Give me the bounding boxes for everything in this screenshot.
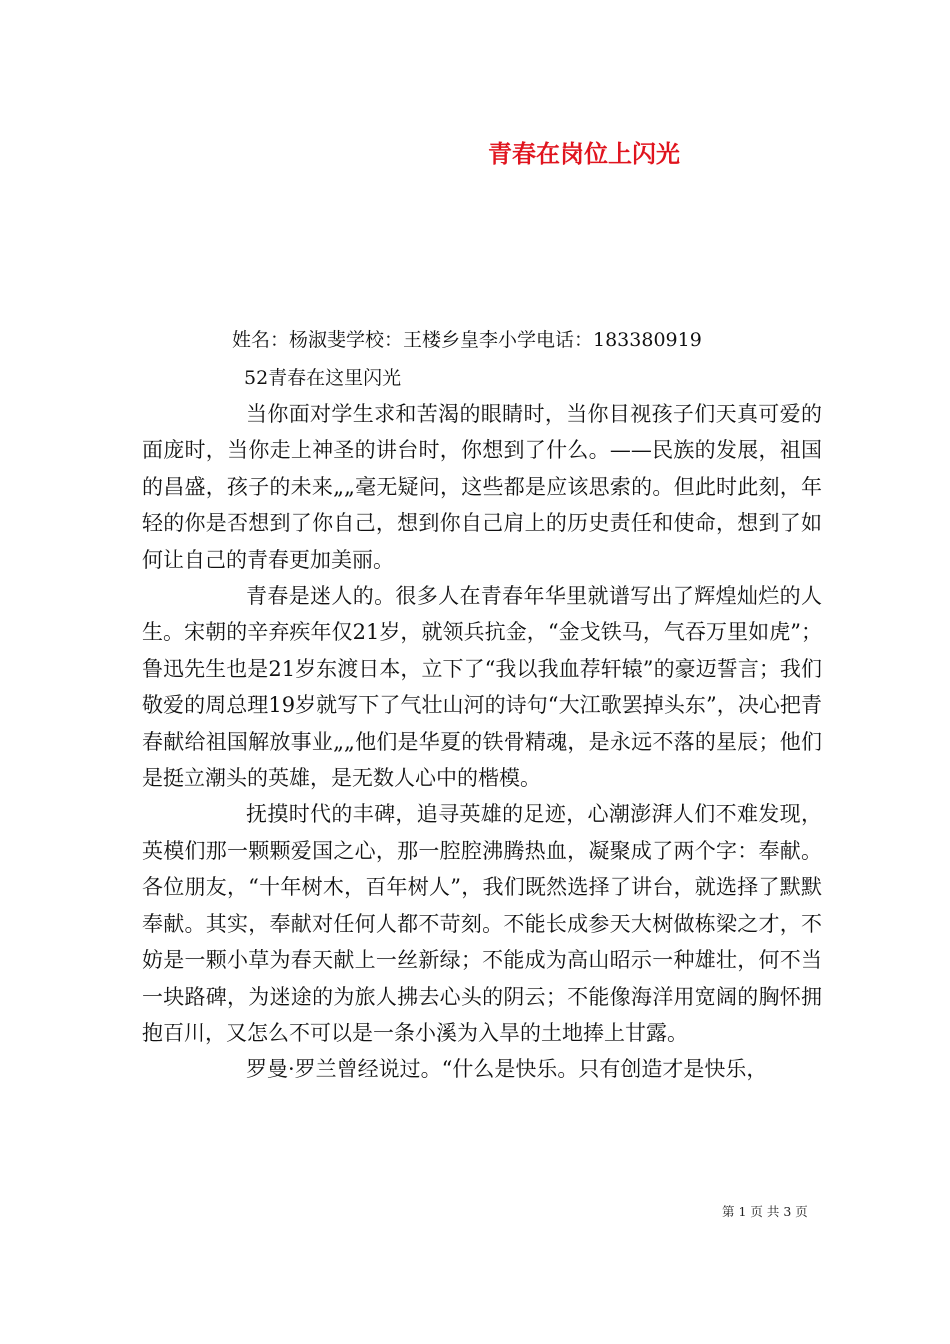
paragraph-2: 青春是迷人的。很多人在青春年华里就谱写出了辉煌灿烂的人生。宋朝的辛弃疾年仅21岁，就领兵抗金，“金戈铁马，气吞万里如虎”；鲁迅先生也是21岁东渡日本，立下了“我以我血荐轩辕”的豪迈誓言；我们敬爱的周总理19岁就写下了气壮山河的诗句“大江歌罢掉头东”，决心把青春献给祖国解放事业„„他们是华夏的铁骨精魂，是永远不落的星辰；他们是挺立潮头的英雄，是无数人心中的楷模。	[142, 584, 822, 791]
paragraph-4: 罗曼·罗兰曾经说过。“什么是快乐。只有创造才是快乐，	[246, 1057, 768, 1082]
document-subtitle: 52青春在这里闪光	[244, 367, 402, 389]
body-text	[142, 396, 822, 1088]
author-info-line: 姓名：杨淑斐学校：王楼乡皇李小学电话：183380919	[232, 329, 702, 351]
page-number-footer: 第 1 页 共 3 页	[722, 1204, 808, 1219]
document-title: 青春在岗位上闪光	[488, 139, 680, 168]
paragraph-3: 抚摸时代的丰碑，追寻英雄的足迹，心潮澎湃人们不难发现，英模们那一颗颗爱国之心，那一腔腔沸腾热血，凝聚成了两个字：奉献。各位朋友，“十年树木，百年树人”，我们既然选择了讲台，就选择了默默奉献。其实，奉献对任何人都不苛刻。不能长成参天大树做栋梁之才，不妨是一颗小草为春天献上一丝新绿；不能成为高山昭示一种雄壮，何不当一块路碑，为迷途的为旅人拂去心头的阴云；不能像海洋用宽阔的胸怀拥抱百川，又怎么不可以是一条小溪为入旱的土地捧上甘露。	[142, 802, 822, 1045]
paragraph-1: 当你面对学生求和苦渴的眼睛时，当你目视孩子们天真可爱的面庞时，当你走上神圣的讲台时，你想到了什么。——民族的发展，祖国的昌盛，孩子的未来„„毫无疑问，这些都是应该思索的。但此时此刻，年轻的你是否想到了你自己，想到你自己肩上的历史责任和使命，想到了如何让自己的青春更加美丽。	[142, 402, 822, 572]
